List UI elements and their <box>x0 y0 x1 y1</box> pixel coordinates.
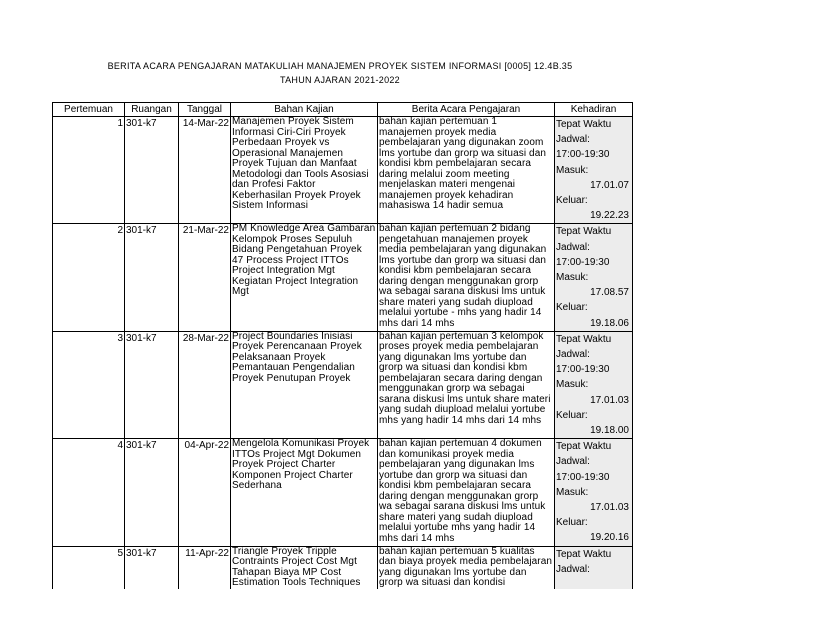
check-in-time: 17.08.57 <box>590 287 629 299</box>
schedule-label: Jadwal: <box>556 349 590 361</box>
document-title: BERITA ACARA PENGAJARAN MATAKULIAH MANAJEMEN PROYEK SISTEM INFORMASI [0005] 12.4B.35 <box>107 61 573 71</box>
check-out-label: Keluar: <box>556 195 588 207</box>
check-out-time: 19.22.23 <box>590 210 629 222</box>
berita-acara-table <box>52 102 633 589</box>
cell-tanggal: 28-Mar-22 <box>179 331 231 438</box>
check-in-label: Masuk: <box>556 486 589 498</box>
cell-pertemuan: 5 <box>53 546 125 589</box>
check-in-time: 17.01.03 <box>590 394 629 406</box>
cell-ruangan: 301-k7 <box>125 117 179 224</box>
cell-berita-acara: bahan kajian pertemuan 3 kelompok proses proyek media pembelajaran yang digunakan lms yortube dan grorp wa situasi dan kondisi kbm pembelajaran secara daring dengan menggunakan grorp wa sebagai sarana diskusi lms untuk share materi yang sudah diupload melalui yortube mhs yang hadir 14 mhs dari 14 mhs <box>378 331 555 438</box>
header-berita-acara: Berita Acara Pengajaran <box>378 103 555 117</box>
cell-pertemuan: 2 <box>53 224 125 331</box>
attendance-status: Tepat Waktu <box>556 548 612 560</box>
cell-berita-acara: bahan kajian pertemuan 4 dokumen dan komunikasi proyek media pembelajaran yang digunakan lms yortube dan grorp wa situasi dan kondisi kbm pembelajaran secara daring dengan menggunakan grorp wa sebagai sarana diskusi lms untuk share materi yang sudah diupload melalui yortube mhs yang hadir 14 mhs dari 14 mhs <box>378 439 555 546</box>
cell-ruangan: 301-k7 <box>125 331 179 438</box>
table-row <box>53 439 633 546</box>
cell-kehadiran <box>555 117 633 224</box>
cell-tanggal: 04-Apr-22 <box>179 439 231 546</box>
cell-bahan-kajian: Manajemen Proyek Sistem Informasi Ciri-Ciri Proyek Perbedaan Proyek vs Operasional Manajemen Proyek Tujuan dan Manfaat Metodologi dan Tools Asosiasi dan Profesi Faktor Keberhasilan Proyek Proyek Sistem Informasi <box>231 117 378 224</box>
schedule-time: 17:00-19:30 <box>556 471 610 483</box>
schedule-label: Jadwal: <box>556 563 590 575</box>
cell-bahan-kajian: PM Knowledge Area Gambaran Kelompok Proses Sepuluh Bidang Pengetahuan Proyek 47 Process Project ITTOs Project Integration Mgt Kegiatan Project Integration Mgt <box>231 224 378 331</box>
cell-kehadiran <box>555 224 633 331</box>
attendance-status: Tepat Waktu <box>556 226 612 238</box>
cell-kehadiran <box>555 331 633 438</box>
check-in-time: 17.01.07 <box>590 179 629 191</box>
cell-kehadiran <box>555 546 633 589</box>
document-subtitle: TAHUN AJARAN 2021-2022 <box>280 75 400 85</box>
cell-berita-acara: bahan kajian pertemuan 1 manajemen proyek media pembelajaran yang digunakan zoom lms yortube dan grorp wa situasi dan kondisi kbm pembelajaran secara daring melalui zoom meeting menjelaskan materi mengenai manajemen proyek kehadiran mahasiswa 14 hadir semua <box>378 117 555 224</box>
check-in-label: Masuk: <box>556 164 589 176</box>
header-kehadiran: Kehadiran <box>555 103 633 117</box>
cell-tanggal: 21-Mar-22 <box>179 224 231 331</box>
check-out-time: 19.18.00 <box>590 425 629 437</box>
cell-bahan-kajian: Triangle Proyek Tripple Contraints Project Cost Mgt Tahapan Biaya MP Cost Estimation Tools Techniques <box>231 546 378 589</box>
table-row <box>53 546 633 589</box>
cell-ruangan: 301-k7 <box>125 224 179 331</box>
schedule-label: Jadwal: <box>556 134 590 146</box>
check-out-label: Keluar: <box>556 409 588 421</box>
check-out-label: Keluar: <box>556 517 588 529</box>
header-ruangan: Ruangan <box>125 103 179 117</box>
check-in-time: 17.01.03 <box>590 502 629 514</box>
cell-bahan-kajian: Mengelola Komunikasi Proyek ITTOs Project Mgt Dokumen Proyek Project Charter Komponen Project Charter Sederhana <box>231 439 378 546</box>
cell-tanggal: 11-Apr-22 <box>179 546 231 589</box>
header-tanggal: Tanggal <box>179 103 231 117</box>
cell-pertemuan: 4 <box>53 439 125 546</box>
attendance-status: Tepat Waktu <box>556 333 612 345</box>
check-in-label: Masuk: <box>556 272 589 284</box>
table-row <box>53 224 633 331</box>
check-out-label: Keluar: <box>556 302 588 314</box>
header-bahan-kajian: Bahan Kajian <box>231 103 378 117</box>
check-out-time: 19.18.06 <box>590 317 629 329</box>
cell-pertemuan: 3 <box>53 331 125 438</box>
cell-ruangan: 301-k7 <box>125 439 179 546</box>
check-out-time: 19.20.16 <box>590 532 629 544</box>
cell-pertemuan: 1 <box>53 117 125 224</box>
table-header-row <box>53 103 633 117</box>
table-row <box>53 117 633 224</box>
attendance-status: Tepat Waktu <box>556 441 612 453</box>
cell-ruangan: 301-k7 <box>125 546 179 589</box>
cell-bahan-kajian: Project Boundaries Inisiasi Proyek Perencanaan Proyek Pelaksanaan Proyek Pemantauan Pengendalian Proyek Penutupan Proyek <box>231 331 378 438</box>
schedule-label: Jadwal: <box>556 456 590 468</box>
schedule-time: 17:00-19:30 <box>556 149 610 161</box>
schedule-label: Jadwal: <box>556 241 590 253</box>
schedule-time: 17:00-19:30 <box>556 256 610 268</box>
table-row <box>53 331 633 438</box>
header-pertemuan: Pertemuan <box>53 103 125 117</box>
cell-berita-acara: bahan kajian pertemuan 5 kualitas dan biaya proyek media pembelajaran yang digunakan lms yortube dan grorp wa situasi dan kondisi <box>378 546 555 589</box>
attendance-status: Tepat Waktu <box>556 119 612 130</box>
cell-berita-acara: bahan kajian pertemuan 2 bidang pengetahuan manajemen proyek media pembelajaran yang digunakan lms yortube dan grorp wa situasi dan kondisi kbm pembelajaran secara daring dengan menggunakan grorp wa sebagai sarana diskusi lms untuk share materi yang sudah diupload melalui yortube - mhs yang hadir 14 mhs dari 14 mhs <box>378 224 555 331</box>
cell-tanggal: 14-Mar-22 <box>179 117 231 224</box>
schedule-time: 17:00-19:30 <box>556 364 610 376</box>
cell-kehadiran <box>555 439 633 546</box>
check-in-label: Masuk: <box>556 379 589 391</box>
